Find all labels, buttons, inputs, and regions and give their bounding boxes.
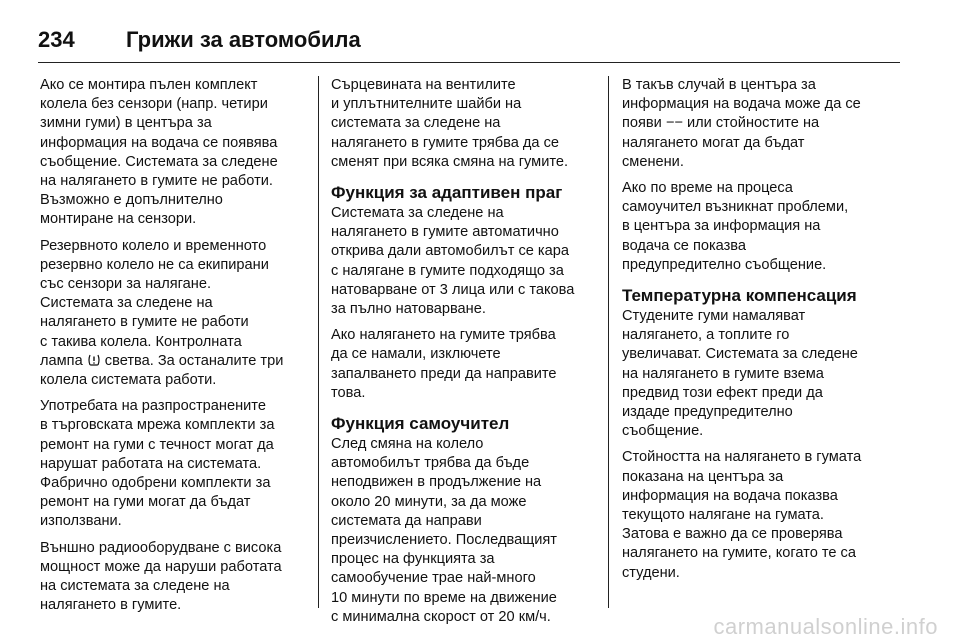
paragraph: Стойността на налягането в гумата показана на центъра за информация на водача показва текущото налягане на гумата. Затова е важно да се проверява налягането на гумите, когато те са студени.: [622, 449, 862, 581]
section-heading: Температурна компенсация: [622, 286, 857, 306]
watermark: carmanualsonline.info: [713, 614, 938, 639]
paragraph: Системата за следене на налягането в гумите автоматично открива дали автомобилът се кара с налягане в гумите подходящо за натоварване от 3 лица или с такова за пълно натоварване.: [331, 205, 575, 318]
paragraph: Ако по време на процеса самоучител възникнат проблеми, в центъра за информация на водача се показва предупредително съобщение.: [622, 180, 849, 273]
paragraph-text: Резервното колело и временното резервно колело не са екипирани със сензори за налягане. Системата за следене на налягането в гумите не работи с такива колела. Контролната: [40, 237, 269, 350]
header-divider: [38, 62, 900, 63]
paragraph: В такъв случай в центъра за информация на водача може да се появи −− или стойностите на налягането могат да бъдат сменени.: [622, 77, 861, 170]
text-column-3: [622, 76, 904, 590]
paragraph: Външно радиооборудване с висока мощност може да наруши работата на системата за следене на налягането в гумите.: [40, 539, 282, 614]
page-title: Грижи за автомобила: [126, 27, 361, 52]
page-header: [38, 18, 918, 62]
paragraph: Ако се монтира пълен комплект колела без сензори (напр. четири зимни гуми) в центъра за информация на водача се появява съобщение. Системата за следене на налягането в гумите не работи. Възможно е допълнително монтиране на сензори.: [40, 77, 278, 228]
section-heading: Функция самоучител: [331, 414, 510, 434]
text-column-2: [331, 76, 613, 634]
page-number: 234: [38, 27, 75, 52]
paragraph: Сърцевината на вентилите и уплътнителните шайби на системата за следене на налягането в гумите трябва да се сменят при всяка смяна на гумите.: [331, 77, 569, 170]
paragraph: Употребата на разпространените в търговската мрежа комплекти за ремонт на гуми с течност могат да нарушат работата на системата. Фабрично одобрени комплекти за ремонт на гуми могат да бъдат използвани.: [40, 398, 275, 530]
paragraph-text: лампа: [40, 352, 87, 369]
paragraph-with-icon: [40, 237, 322, 391]
paragraph: След смяна на колело автомобилът трябва да бъде неподвижен в продължение на около 20 минути, за да може системата да направи преизчислението. Последващият процес на функцията за самообучение трае най-много 10 минути по време на движение с минимална скорост от 20 км/ч.: [331, 436, 557, 625]
paragraph: Ако налягането на гумите трябва да се намали, изключете запалването преди да направите това.: [331, 327, 557, 401]
text-column-1: [40, 76, 322, 622]
section-heading: Функция за адаптивен праг: [331, 183, 563, 203]
paragraph: Студените гуми намаляват налягането, а топлите го увеличават. Системата за следене на налягането в гумите взема предвид този ефект преди да издаде предупредително съобщение.: [622, 308, 858, 440]
paragraph-text: светва. За останалите три колела системата работи.: [40, 352, 284, 389]
tire-pressure-warning-icon: [87, 352, 101, 371]
